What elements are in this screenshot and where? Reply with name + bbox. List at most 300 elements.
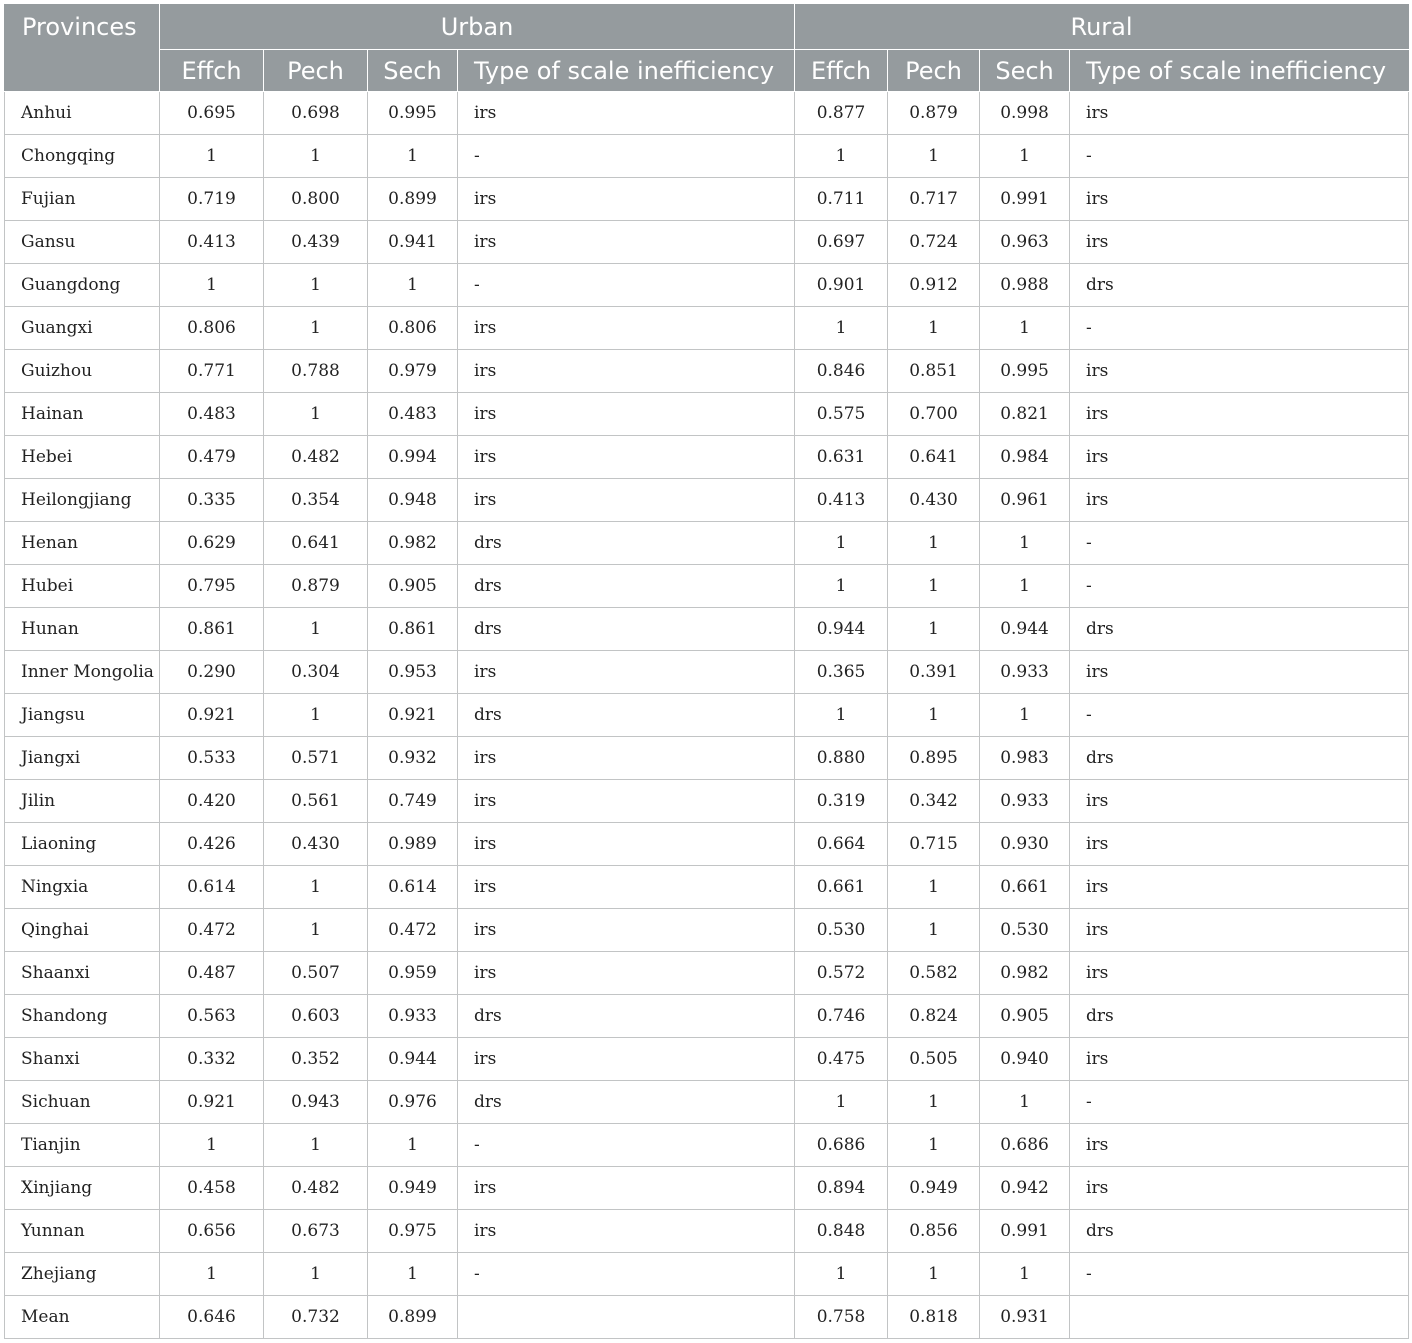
urban-type-cell: irs (458, 651, 795, 694)
table-row (5, 178, 1409, 221)
urban-sech-cell: 0.749 (368, 780, 458, 823)
urban-effch-cell: 0.646 (160, 1296, 264, 1339)
header-row-columns (5, 50, 1409, 92)
rural-effch-cell: 1 (795, 1081, 888, 1124)
rural-effch-cell: 1 (795, 565, 888, 608)
rural-sech-cell: 0.991 (980, 178, 1070, 221)
urban-pech-cell: 0.943 (264, 1081, 368, 1124)
urban-sech-cell: 0.949 (368, 1167, 458, 1210)
urban-effch-cell: 0.483 (160, 393, 264, 436)
table-row (5, 866, 1409, 909)
province-cell: Hubei (5, 565, 160, 608)
rural-pech-cell: 1 (888, 909, 980, 952)
rural-pech-cell: 0.856 (888, 1210, 980, 1253)
urban-pech-cell: 0.603 (264, 995, 368, 1038)
rural-sech-cell: 0.930 (980, 823, 1070, 866)
rural-effch-cell: 0.746 (795, 995, 888, 1038)
urban-sech-cell: 1 (368, 1124, 458, 1167)
urban-sech-cell: 0.899 (368, 178, 458, 221)
rural-sech-cell: 0.530 (980, 909, 1070, 952)
rural-type-cell: - (1070, 694, 1409, 737)
table-row (5, 565, 1409, 608)
rural-pech-cell: 1 (888, 866, 980, 909)
urban-effch-cell: 0.563 (160, 995, 264, 1038)
urban-effch-cell: 0.771 (160, 350, 264, 393)
rural-type-cell: irs (1070, 350, 1409, 393)
rural-pech-cell: 0.912 (888, 264, 980, 307)
urban-effch-cell: 0.479 (160, 436, 264, 479)
rural-effch-cell: 0.664 (795, 823, 888, 866)
province-cell: Fujian (5, 178, 160, 221)
rural-type-cell: - (1070, 1253, 1409, 1296)
urban-effch-cell: 0.861 (160, 608, 264, 651)
rural-sech-cell: 0.905 (980, 995, 1070, 1038)
rural-sech-cell: 0.942 (980, 1167, 1070, 1210)
table-row (5, 909, 1409, 952)
urban-effch-cell: 0.921 (160, 1081, 264, 1124)
table-row (5, 1296, 1409, 1339)
rural-type-cell: - (1070, 135, 1409, 178)
urban-effch-cell: 1 (160, 135, 264, 178)
urban-sech-cell: 0.989 (368, 823, 458, 866)
urban-sech-cell: 0.959 (368, 952, 458, 995)
rural-type-cell: irs (1070, 1038, 1409, 1081)
urban-group-header: Urban (160, 5, 795, 50)
rural-sech-cell: 1 (980, 307, 1070, 350)
rural-type-cell (1070, 1296, 1409, 1339)
province-cell: Guangdong (5, 264, 160, 307)
urban-pech-cell: 1 (264, 694, 368, 737)
urban-effch-cell: 0.719 (160, 178, 264, 221)
urban-pech-cell: 0.439 (264, 221, 368, 264)
urban-pech-cell: 1 (264, 1253, 368, 1296)
rural-type-cell: - (1070, 565, 1409, 608)
rural-effch-cell: 0.711 (795, 178, 888, 221)
urban-type-cell: irs (458, 952, 795, 995)
rural-type-cell: irs (1070, 92, 1409, 135)
province-cell: Gansu (5, 221, 160, 264)
province-cell: Sichuan (5, 1081, 160, 1124)
urban-type-cell: irs (458, 350, 795, 393)
rural-sech-cell: 0.944 (980, 608, 1070, 651)
table-row (5, 1081, 1409, 1124)
urban-pech-cell: 1 (264, 608, 368, 651)
urban-pech-cell: 1 (264, 264, 368, 307)
rural-type-cell: irs (1070, 479, 1409, 522)
table-row (5, 479, 1409, 522)
rural-effch-cell: 0.901 (795, 264, 888, 307)
province-cell: Henan (5, 522, 160, 565)
urban-pech-cell: 0.430 (264, 823, 368, 866)
urban-pech-cell: 0.354 (264, 479, 368, 522)
urban-effch-cell: 0.614 (160, 866, 264, 909)
rural-sech-cell: 0.995 (980, 350, 1070, 393)
rural-type-cell: - (1070, 522, 1409, 565)
rural-type-cell: irs (1070, 823, 1409, 866)
urban-type-cell: irs (458, 436, 795, 479)
rural-sech-cell: 0.661 (980, 866, 1070, 909)
rural-type-cell: irs (1070, 780, 1409, 823)
rural-sech-cell: 0.988 (980, 264, 1070, 307)
table-row (5, 350, 1409, 393)
urban-type-cell: irs (458, 221, 795, 264)
urban-effch-cell: 1 (160, 264, 264, 307)
province-cell: Guizhou (5, 350, 160, 393)
urban-type-header: Type of scale inefficiency (458, 50, 795, 92)
rural-effch-cell: 1 (795, 1253, 888, 1296)
rural-pech-cell: 0.342 (888, 780, 980, 823)
rural-sech-cell: 0.933 (980, 780, 1070, 823)
rural-type-cell: - (1070, 1081, 1409, 1124)
urban-effch-cell: 0.426 (160, 823, 264, 866)
urban-sech-cell: 0.944 (368, 1038, 458, 1081)
urban-sech-header: Sech (368, 50, 458, 92)
urban-sech-cell: 0.861 (368, 608, 458, 651)
table-row (5, 221, 1409, 264)
urban-type-cell: irs (458, 1210, 795, 1253)
rural-type-cell: irs (1070, 221, 1409, 264)
urban-sech-cell: 0.995 (368, 92, 458, 135)
rural-pech-cell: 0.851 (888, 350, 980, 393)
urban-sech-cell: 0.483 (368, 393, 458, 436)
rural-effch-header: Effch (795, 50, 888, 92)
urban-pech-cell: 1 (264, 866, 368, 909)
urban-sech-cell: 0.933 (368, 995, 458, 1038)
province-cell: Zhejiang (5, 1253, 160, 1296)
rural-effch-cell: 0.686 (795, 1124, 888, 1167)
urban-type-cell: irs (458, 823, 795, 866)
rural-pech-cell: 0.717 (888, 178, 980, 221)
urban-effch-cell: 0.695 (160, 92, 264, 135)
rural-type-cell: drs (1070, 995, 1409, 1038)
rural-effch-cell: 0.631 (795, 436, 888, 479)
rural-sech-cell: 0.984 (980, 436, 1070, 479)
rural-pech-cell: 0.582 (888, 952, 980, 995)
table-row (5, 264, 1409, 307)
province-cell: Guangxi (5, 307, 160, 350)
urban-effch-cell: 1 (160, 1124, 264, 1167)
urban-type-cell: irs (458, 1038, 795, 1081)
province-cell: Tianjin (5, 1124, 160, 1167)
rural-effch-cell: 0.758 (795, 1296, 888, 1339)
rural-type-cell: drs (1070, 608, 1409, 651)
table-header (5, 5, 1409, 92)
table-row (5, 780, 1409, 823)
urban-pech-cell: 0.352 (264, 1038, 368, 1081)
urban-sech-cell: 0.953 (368, 651, 458, 694)
rural-effch-cell: 0.572 (795, 952, 888, 995)
rural-sech-cell: 0.931 (980, 1296, 1070, 1339)
rural-effch-cell: 0.697 (795, 221, 888, 264)
rural-sech-cell: 0.686 (980, 1124, 1070, 1167)
rural-type-cell: irs (1070, 952, 1409, 995)
province-cell: Hunan (5, 608, 160, 651)
table-body (5, 92, 1409, 1339)
rural-effch-cell: 1 (795, 307, 888, 350)
rural-effch-cell: 1 (795, 694, 888, 737)
province-cell: Liaoning (5, 823, 160, 866)
table-row (5, 1124, 1409, 1167)
rural-sech-cell: 0.991 (980, 1210, 1070, 1253)
urban-type-cell: irs (458, 92, 795, 135)
urban-sech-cell: 0.905 (368, 565, 458, 608)
urban-sech-cell: 0.899 (368, 1296, 458, 1339)
rural-sech-cell: 0.963 (980, 221, 1070, 264)
rural-effch-cell: 0.530 (795, 909, 888, 952)
rural-pech-cell: 0.391 (888, 651, 980, 694)
rural-type-cell: irs (1070, 1167, 1409, 1210)
urban-sech-cell: 0.976 (368, 1081, 458, 1124)
rural-sech-cell: 0.982 (980, 952, 1070, 995)
rural-type-cell: irs (1070, 866, 1409, 909)
urban-type-cell: drs (458, 1081, 795, 1124)
urban-pech-cell: 1 (264, 1124, 368, 1167)
rural-effch-cell: 1 (795, 522, 888, 565)
urban-type-cell (458, 1296, 795, 1339)
rural-pech-header: Pech (888, 50, 980, 92)
rural-pech-cell: 0.724 (888, 221, 980, 264)
rural-effch-cell: 0.877 (795, 92, 888, 135)
rural-pech-cell: 1 (888, 135, 980, 178)
urban-pech-cell: 0.879 (264, 565, 368, 608)
province-cell: Ningxia (5, 866, 160, 909)
urban-effch-cell: 0.472 (160, 909, 264, 952)
rural-pech-cell: 1 (888, 1081, 980, 1124)
table-row (5, 608, 1409, 651)
province-cell: Shaanxi (5, 952, 160, 995)
province-cell: Hebei (5, 436, 160, 479)
table-row (5, 1167, 1409, 1210)
urban-pech-header: Pech (264, 50, 368, 92)
urban-sech-cell: 1 (368, 1253, 458, 1296)
rural-pech-cell: 0.505 (888, 1038, 980, 1081)
rural-sech-cell: 0.821 (980, 393, 1070, 436)
table-row (5, 737, 1409, 780)
urban-pech-cell: 1 (264, 909, 368, 952)
urban-effch-cell: 0.290 (160, 651, 264, 694)
urban-effch-cell: 0.921 (160, 694, 264, 737)
urban-effch-cell: 0.487 (160, 952, 264, 995)
rural-sech-cell: 0.940 (980, 1038, 1070, 1081)
rural-effch-cell: 1 (795, 135, 888, 178)
table-row (5, 952, 1409, 995)
rural-pech-cell: 1 (888, 1124, 980, 1167)
table-row (5, 92, 1409, 135)
rural-effch-cell: 0.848 (795, 1210, 888, 1253)
urban-pech-cell: 0.571 (264, 737, 368, 780)
urban-effch-header: Effch (160, 50, 264, 92)
urban-pech-cell: 1 (264, 135, 368, 178)
province-cell: Jiangsu (5, 694, 160, 737)
rural-pech-cell: 0.879 (888, 92, 980, 135)
rural-sech-cell: 1 (980, 694, 1070, 737)
table-row (5, 1038, 1409, 1081)
urban-type-cell: irs (458, 737, 795, 780)
urban-sech-cell: 1 (368, 135, 458, 178)
rural-type-header: Type of scale inefficiency (1070, 50, 1409, 92)
urban-effch-cell: 0.332 (160, 1038, 264, 1081)
efficiency-table (4, 4, 1409, 1339)
rural-pech-cell: 1 (888, 307, 980, 350)
urban-type-cell: irs (458, 909, 795, 952)
urban-pech-cell: 0.732 (264, 1296, 368, 1339)
header-row-groups (5, 5, 1409, 50)
rural-pech-cell: 1 (888, 1253, 980, 1296)
table-row (5, 393, 1409, 436)
urban-type-cell: irs (458, 178, 795, 221)
urban-sech-cell: 0.982 (368, 522, 458, 565)
province-cell: Jiangxi (5, 737, 160, 780)
rural-sech-header: Sech (980, 50, 1070, 92)
rural-effch-cell: 0.575 (795, 393, 888, 436)
rural-effch-cell: 0.319 (795, 780, 888, 823)
table-row (5, 1253, 1409, 1296)
urban-type-cell: drs (458, 522, 795, 565)
table-row (5, 1210, 1409, 1253)
rural-effch-cell: 0.846 (795, 350, 888, 393)
province-cell: Jilin (5, 780, 160, 823)
rural-effch-cell: 0.365 (795, 651, 888, 694)
rural-sech-cell: 1 (980, 522, 1070, 565)
rural-sech-cell: 0.961 (980, 479, 1070, 522)
urban-pech-cell: 0.641 (264, 522, 368, 565)
urban-sech-cell: 0.994 (368, 436, 458, 479)
urban-effch-cell: 0.795 (160, 565, 264, 608)
rural-type-cell: irs (1070, 909, 1409, 952)
urban-sech-cell: 0.806 (368, 307, 458, 350)
rural-pech-cell: 1 (888, 522, 980, 565)
rural-pech-cell: 1 (888, 565, 980, 608)
rural-sech-cell: 1 (980, 565, 1070, 608)
rural-effch-cell: 0.413 (795, 479, 888, 522)
rural-type-cell: drs (1070, 264, 1409, 307)
rural-sech-cell: 1 (980, 135, 1070, 178)
urban-type-cell: drs (458, 565, 795, 608)
table-row (5, 995, 1409, 1038)
rural-pech-cell: 0.641 (888, 436, 980, 479)
urban-pech-cell: 0.673 (264, 1210, 368, 1253)
urban-effch-cell: 0.420 (160, 780, 264, 823)
rural-effch-cell: 0.475 (795, 1038, 888, 1081)
rural-effch-cell: 0.894 (795, 1167, 888, 1210)
province-cell: Shandong (5, 995, 160, 1038)
rural-pech-cell: 0.895 (888, 737, 980, 780)
province-cell: Chongqing (5, 135, 160, 178)
rural-effch-cell: 0.944 (795, 608, 888, 651)
rural-type-cell: irs (1070, 178, 1409, 221)
rural-type-cell: irs (1070, 1124, 1409, 1167)
rural-type-cell: - (1070, 307, 1409, 350)
urban-pech-cell: 0.304 (264, 651, 368, 694)
urban-type-cell: irs (458, 1167, 795, 1210)
urban-effch-cell: 0.413 (160, 221, 264, 264)
rural-pech-cell: 0.700 (888, 393, 980, 436)
urban-type-cell: - (458, 264, 795, 307)
rural-sech-cell: 0.998 (980, 92, 1070, 135)
urban-sech-cell: 1 (368, 264, 458, 307)
urban-sech-cell: 0.614 (368, 866, 458, 909)
province-cell: Heilongjiang (5, 479, 160, 522)
urban-type-cell: irs (458, 307, 795, 350)
urban-sech-cell: 0.472 (368, 909, 458, 952)
rural-group-header: Rural (795, 5, 1409, 50)
urban-type-cell: - (458, 1253, 795, 1296)
urban-effch-cell: 1 (160, 1253, 264, 1296)
urban-pech-cell: 1 (264, 393, 368, 436)
urban-effch-cell: 0.533 (160, 737, 264, 780)
province-cell: Hainan (5, 393, 160, 436)
table-row (5, 436, 1409, 479)
urban-pech-cell: 0.482 (264, 436, 368, 479)
urban-pech-cell: 0.561 (264, 780, 368, 823)
urban-type-cell: - (458, 1124, 795, 1167)
urban-pech-cell: 0.800 (264, 178, 368, 221)
urban-pech-cell: 0.788 (264, 350, 368, 393)
rural-pech-cell: 0.715 (888, 823, 980, 866)
province-cell: Yunnan (5, 1210, 160, 1253)
urban-sech-cell: 0.948 (368, 479, 458, 522)
table-row (5, 135, 1409, 178)
rural-pech-cell: 1 (888, 608, 980, 651)
urban-type-cell: irs (458, 780, 795, 823)
urban-pech-cell: 0.482 (264, 1167, 368, 1210)
urban-sech-cell: 0.975 (368, 1210, 458, 1253)
urban-pech-cell: 0.698 (264, 92, 368, 135)
rural-type-cell: irs (1070, 651, 1409, 694)
urban-type-cell: irs (458, 866, 795, 909)
table-row (5, 823, 1409, 866)
provinces-header: Provinces (5, 5, 160, 92)
table-row (5, 522, 1409, 565)
rural-type-cell: irs (1070, 393, 1409, 436)
urban-effch-cell: 0.806 (160, 307, 264, 350)
urban-effch-cell: 0.656 (160, 1210, 264, 1253)
urban-pech-cell: 0.507 (264, 952, 368, 995)
urban-sech-cell: 0.941 (368, 221, 458, 264)
urban-pech-cell: 1 (264, 307, 368, 350)
table-row (5, 694, 1409, 737)
province-cell: Xinjiang (5, 1167, 160, 1210)
rural-effch-cell: 0.880 (795, 737, 888, 780)
rural-pech-cell: 0.818 (888, 1296, 980, 1339)
urban-sech-cell: 0.921 (368, 694, 458, 737)
rural-effch-cell: 0.661 (795, 866, 888, 909)
rural-type-cell: drs (1070, 1210, 1409, 1253)
rural-pech-cell: 1 (888, 694, 980, 737)
urban-effch-cell: 0.629 (160, 522, 264, 565)
table-row (5, 307, 1409, 350)
rural-type-cell: drs (1070, 737, 1409, 780)
rural-pech-cell: 0.430 (888, 479, 980, 522)
urban-type-cell: drs (458, 694, 795, 737)
rural-sech-cell: 0.933 (980, 651, 1070, 694)
urban-type-cell: irs (458, 479, 795, 522)
rural-sech-cell: 1 (980, 1081, 1070, 1124)
table-row (5, 651, 1409, 694)
province-cell: Qinghai (5, 909, 160, 952)
urban-effch-cell: 0.458 (160, 1167, 264, 1210)
rural-pech-cell: 0.824 (888, 995, 980, 1038)
urban-type-cell: - (458, 135, 795, 178)
province-cell: Anhui (5, 92, 160, 135)
urban-sech-cell: 0.932 (368, 737, 458, 780)
rural-pech-cell: 0.949 (888, 1167, 980, 1210)
urban-effch-cell: 0.335 (160, 479, 264, 522)
urban-type-cell: drs (458, 608, 795, 651)
urban-type-cell: irs (458, 393, 795, 436)
urban-type-cell: drs (458, 995, 795, 1038)
rural-sech-cell: 1 (980, 1253, 1070, 1296)
